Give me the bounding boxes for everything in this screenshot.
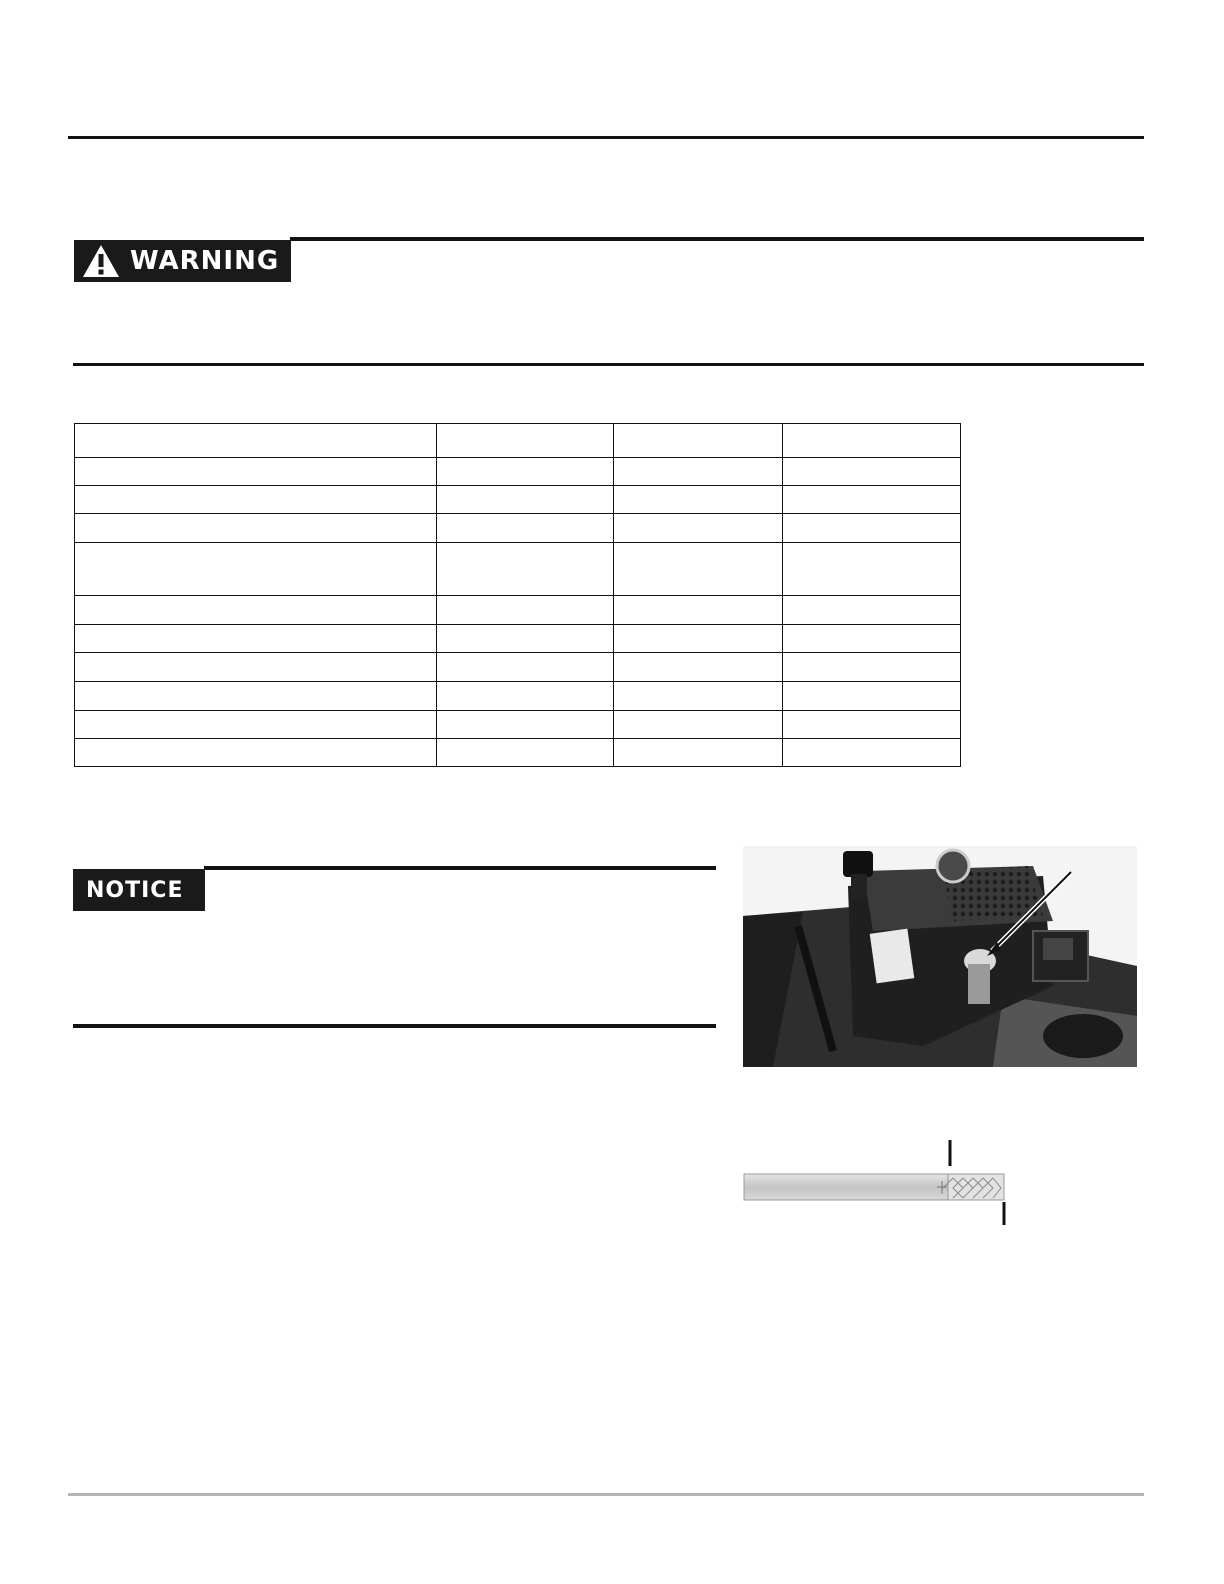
table-cell xyxy=(75,739,437,767)
table-cell xyxy=(614,424,783,458)
table-cell xyxy=(783,596,961,625)
table-cell xyxy=(437,424,614,458)
warning-top-rule xyxy=(290,237,1144,241)
table-cell xyxy=(783,682,961,711)
table-cell xyxy=(783,739,961,767)
table-row xyxy=(75,458,961,486)
table-cell xyxy=(75,682,437,711)
warning-label xyxy=(74,240,291,282)
table-cell xyxy=(437,486,614,514)
table-cell xyxy=(783,543,961,596)
table-cell xyxy=(783,458,961,486)
table-cell xyxy=(437,682,614,711)
table-cell xyxy=(614,739,783,767)
table-row xyxy=(75,625,961,653)
warning-bottom-rule xyxy=(73,363,1144,366)
table-cell xyxy=(437,543,614,596)
table-cell xyxy=(783,486,961,514)
table-cell xyxy=(614,543,783,596)
notice-bottom-rule xyxy=(73,1024,716,1028)
notice-label-text: NOTICE xyxy=(86,877,184,903)
table-row xyxy=(75,543,961,596)
table-row xyxy=(75,653,961,682)
engine-oil-fill-photo xyxy=(743,846,1137,1067)
table-row xyxy=(75,711,961,739)
table-cell xyxy=(437,458,614,486)
table-cell xyxy=(614,711,783,739)
table-cell xyxy=(614,653,783,682)
table-cell xyxy=(75,458,437,486)
table-cell xyxy=(783,653,961,682)
table-row xyxy=(75,486,961,514)
table-cell xyxy=(75,653,437,682)
notice-top-rule xyxy=(204,866,716,870)
table-cell xyxy=(75,625,437,653)
table-cell xyxy=(437,625,614,653)
table-cell xyxy=(783,424,961,458)
table-cell xyxy=(75,514,437,543)
table-row xyxy=(75,596,961,625)
table-row xyxy=(75,514,961,543)
footer-rule xyxy=(68,1493,1144,1496)
table-cell xyxy=(75,486,437,514)
table-cell xyxy=(614,625,783,653)
table-cell xyxy=(614,682,783,711)
table-cell xyxy=(75,543,437,596)
table-row xyxy=(75,739,961,767)
table-row xyxy=(75,424,961,458)
warning-triangle-icon xyxy=(82,244,120,278)
table-row xyxy=(75,682,961,711)
table-cell xyxy=(437,739,614,767)
table-cell xyxy=(614,596,783,625)
table-cell xyxy=(437,653,614,682)
table-cell xyxy=(614,514,783,543)
table-cell xyxy=(783,514,961,543)
header-rule xyxy=(68,136,1144,139)
table-cell xyxy=(437,711,614,739)
table-cell xyxy=(75,711,437,739)
warning-label-text: WARNING xyxy=(130,246,280,276)
specification-table xyxy=(74,423,961,767)
table-cell xyxy=(75,596,437,625)
table-cell xyxy=(783,625,961,653)
table-cell xyxy=(437,596,614,625)
table-cell xyxy=(437,514,614,543)
table-cell xyxy=(614,458,783,486)
dipstick-illustration xyxy=(743,1136,1013,1226)
table-cell xyxy=(783,711,961,739)
table-cell xyxy=(614,486,783,514)
notice-label xyxy=(73,869,205,911)
table-cell xyxy=(75,424,437,458)
